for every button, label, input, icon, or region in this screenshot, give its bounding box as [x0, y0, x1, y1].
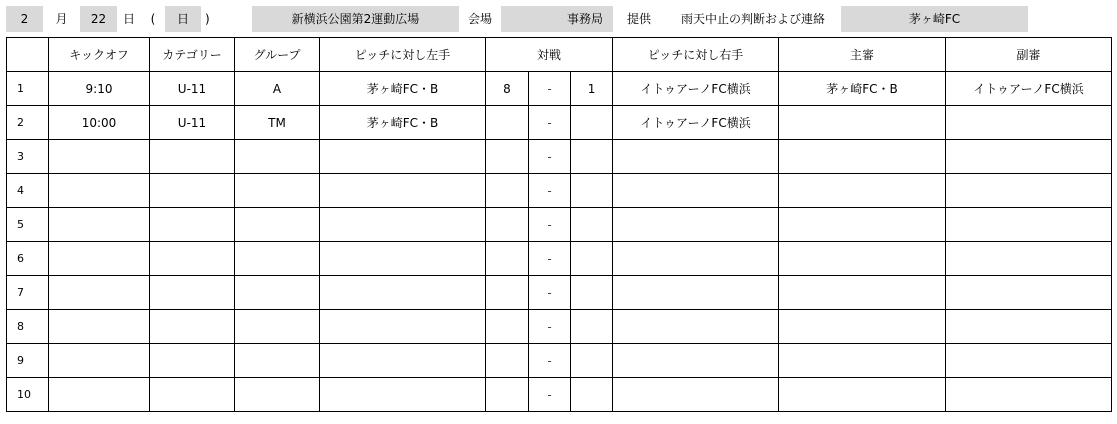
left-team-cell — [320, 242, 486, 276]
group-cell — [235, 174, 320, 208]
kickoff-cell — [49, 242, 150, 276]
left-score-cell — [486, 310, 529, 344]
score-separator: - — [529, 310, 571, 344]
right-team-cell: イトゥアーノFC横浜 — [613, 106, 779, 140]
category-cell: U-11 — [150, 72, 235, 106]
assistant-referee-cell — [946, 208, 1112, 242]
venue-label: 会場 — [467, 12, 492, 26]
col-group: グループ — [235, 38, 320, 72]
rain-cancel-label: 雨天中止の判断および連絡 — [680, 12, 825, 26]
kickoff-cell — [49, 276, 150, 310]
month-value: 2 — [6, 6, 43, 32]
table-row — [7, 72, 1112, 106]
right-team-cell — [613, 344, 779, 378]
kickoff-cell: 9:10 — [49, 72, 150, 106]
col-category: カテゴリー — [150, 38, 235, 72]
right-team-cell — [613, 242, 779, 276]
left-team-cell — [320, 310, 486, 344]
left-team-cell: 茅ヶ崎FC・B — [320, 106, 486, 140]
left-team-cell: 茅ヶ崎FC・B — [320, 72, 486, 106]
left-score-cell — [486, 242, 529, 276]
group-cell — [235, 310, 320, 344]
right-score-cell — [571, 140, 613, 174]
category-cell — [150, 276, 235, 310]
col-assistant: 副審 — [946, 38, 1112, 72]
office-label: 事務局 — [557, 6, 613, 32]
col-match: 対戦 — [486, 38, 613, 72]
table-row — [7, 174, 1112, 208]
referee-cell — [779, 242, 946, 276]
col-kickoff: キックオフ — [49, 38, 150, 72]
referee-cell — [779, 140, 946, 174]
col-referee: 主審 — [779, 38, 946, 72]
row-number: 2 — [7, 106, 49, 140]
row-number: 7 — [7, 276, 49, 310]
score-separator: - — [529, 140, 571, 174]
score-separator: - — [529, 276, 571, 310]
col-right-team: ピッチに対し右手 — [613, 38, 779, 72]
category-cell — [150, 378, 235, 412]
category-cell — [150, 242, 235, 276]
group-cell — [235, 242, 320, 276]
assistant-referee-cell — [946, 174, 1112, 208]
table-row — [7, 242, 1112, 276]
right-team-cell — [613, 140, 779, 174]
table-row — [7, 106, 1112, 140]
kickoff-cell — [49, 140, 150, 174]
right-team-cell: イトゥアーノFC横浜 — [613, 72, 779, 106]
match-schedule-table — [6, 37, 1112, 412]
referee-cell — [779, 310, 946, 344]
right-team-cell — [613, 378, 779, 412]
row-number: 5 — [7, 208, 49, 242]
row-number: 9 — [7, 344, 49, 378]
row-number: 1 — [7, 72, 49, 106]
group-cell — [235, 140, 320, 174]
table-row — [7, 310, 1112, 344]
category-cell — [150, 140, 235, 174]
left-team-cell — [320, 174, 486, 208]
score-separator: - — [529, 378, 571, 412]
assistant-referee-cell — [946, 310, 1112, 344]
score-separator: - — [529, 106, 571, 140]
score-separator: - — [529, 242, 571, 276]
header-row — [7, 38, 1112, 72]
left-score-cell — [486, 106, 529, 140]
col-left-team: ピッチに対し左手 — [320, 38, 486, 72]
left-team-cell — [320, 208, 486, 242]
assistant-referee-cell — [946, 276, 1112, 310]
kickoff-cell — [49, 344, 150, 378]
score-separator: - — [529, 72, 571, 106]
group-cell — [235, 208, 320, 242]
referee-cell — [779, 276, 946, 310]
referee-cell — [779, 174, 946, 208]
left-score-cell — [486, 378, 529, 412]
right-team-cell — [613, 208, 779, 242]
category-cell — [150, 344, 235, 378]
kickoff-cell: 10:00 — [49, 106, 150, 140]
paren-close: ) — [205, 12, 210, 26]
group-cell — [235, 378, 320, 412]
table-row — [7, 344, 1112, 378]
right-score-cell — [571, 344, 613, 378]
referee-cell — [779, 344, 946, 378]
left-team-cell — [320, 344, 486, 378]
category-cell — [150, 174, 235, 208]
right-team-cell — [613, 310, 779, 344]
provider-label: 提供 — [626, 12, 651, 26]
row-number: 8 — [7, 310, 49, 344]
right-score-cell — [571, 378, 613, 412]
group-cell — [235, 344, 320, 378]
right-team-cell — [613, 174, 779, 208]
kickoff-cell — [49, 208, 150, 242]
day-value: 22 — [80, 6, 117, 32]
right-score-cell — [571, 276, 613, 310]
left-score-cell: 8 — [486, 72, 529, 106]
right-score-cell — [571, 174, 613, 208]
group-cell — [235, 276, 320, 310]
right-team-cell — [613, 276, 779, 310]
table-row — [7, 208, 1112, 242]
right-score-cell — [571, 242, 613, 276]
header-bar — [6, 6, 1028, 32]
score-separator: - — [529, 174, 571, 208]
day-label: 日 — [122, 12, 135, 26]
referee-cell — [779, 378, 946, 412]
left-score-cell — [486, 208, 529, 242]
category-cell: U-11 — [150, 106, 235, 140]
score-separator: - — [529, 208, 571, 242]
group-cell: TM — [235, 106, 320, 140]
weekday-value: 日 — [165, 6, 201, 32]
assistant-referee-cell — [946, 106, 1112, 140]
assistant-referee-cell — [946, 242, 1112, 276]
group-cell: A — [235, 72, 320, 106]
category-cell — [150, 208, 235, 242]
right-score-cell — [571, 106, 613, 140]
kickoff-cell — [49, 378, 150, 412]
left-score-cell — [486, 140, 529, 174]
paren-open: ( — [150, 12, 156, 26]
assistant-referee-cell — [946, 344, 1112, 378]
right-score-cell — [571, 310, 613, 344]
assistant-referee-cell — [946, 378, 1112, 412]
category-cell — [150, 310, 235, 344]
left-team-cell — [320, 378, 486, 412]
contact-club: 茅ヶ崎FC — [841, 6, 1028, 32]
row-number: 6 — [7, 242, 49, 276]
right-score-cell: 1 — [571, 72, 613, 106]
referee-cell: 茅ヶ崎FC・B — [779, 72, 946, 106]
row-number: 4 — [7, 174, 49, 208]
left-score-cell — [486, 344, 529, 378]
kickoff-cell — [49, 310, 150, 344]
row-number: 10 — [7, 378, 49, 412]
table-row — [7, 378, 1112, 412]
left-score-cell — [486, 174, 529, 208]
left-score-cell — [486, 276, 529, 310]
row-number: 3 — [7, 140, 49, 174]
left-team-cell — [320, 276, 486, 310]
right-score-cell — [571, 208, 613, 242]
score-separator: - — [529, 344, 571, 378]
assistant-referee-cell: イトゥアーノFC横浜 — [946, 72, 1112, 106]
kickoff-cell — [49, 174, 150, 208]
left-team-cell — [320, 140, 486, 174]
month-label: 月 — [55, 12, 68, 26]
referee-cell — [779, 208, 946, 242]
table-row — [7, 140, 1112, 174]
assistant-referee-cell — [946, 140, 1112, 174]
venue-name: 新横浜公園第2運動広場 — [252, 6, 459, 32]
office-value — [501, 6, 557, 32]
col-no — [7, 38, 49, 72]
referee-cell — [779, 106, 946, 140]
table-row — [7, 276, 1112, 310]
